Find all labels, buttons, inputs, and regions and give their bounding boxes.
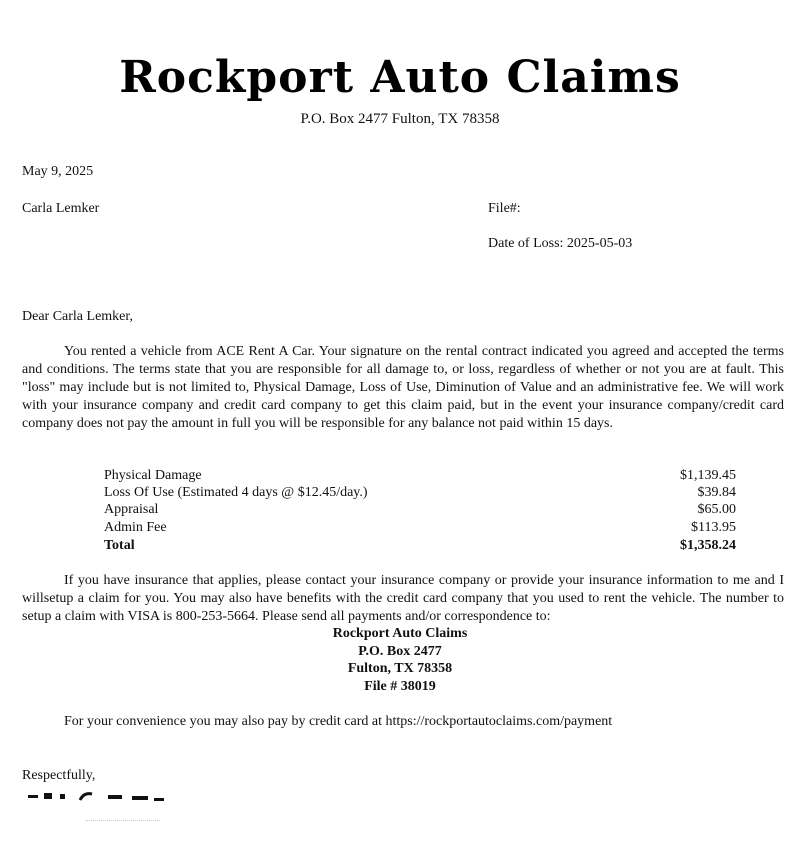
file-number-label: File#: (488, 201, 521, 216)
charge-label: Physical Damage (104, 468, 202, 483)
charge-row (104, 468, 736, 484)
signature-line (86, 820, 160, 821)
company-letterhead: Rockport Auto Claims (119, 52, 681, 103)
charge-label: Loss Of Use (Estimated 4 days @ $12.45/day.) (104, 485, 368, 500)
date-of-loss: Date of Loss: 2025-05-03 (488, 236, 633, 251)
signature-fragment (28, 792, 168, 802)
mailing-po-box: P.O. Box 2477 (358, 644, 442, 659)
charge-row (104, 520, 736, 536)
paragraph-terms (22, 343, 784, 433)
recipient-name: Carla Lemker (22, 201, 100, 216)
total-label: Total (104, 538, 135, 553)
charge-amount: $65.00 (697, 502, 736, 517)
company-address: P.O. Box 2477 Fulton, TX 78358 (300, 111, 500, 127)
charge-amount: $113.95 (691, 520, 736, 535)
total-row (104, 538, 736, 554)
salutation: Dear Carla Lemker, (22, 309, 133, 324)
charge-label: Admin Fee (104, 520, 167, 535)
mailing-company: Rockport Auto Claims (332, 626, 468, 641)
paragraph-insurance-text: If you have insurance that applies, please contact your insurance company or provide your insurance information to me and I willsetup a claim for you. You may also have benefits with the credit card company that you used to rent the vehicle. The number to setup a claim with VISA is 800-253-5664. Please send all payments and/or correspondence to: (22, 573, 784, 624)
charge-row (104, 485, 736, 501)
paragraph-insurance (22, 572, 784, 626)
charge-label: Appraisal (104, 502, 159, 517)
charge-amount: $1,139.45 (680, 468, 736, 483)
letter-date: May 9, 2025 (22, 164, 94, 179)
total-amount: $1,358.24 (680, 538, 736, 553)
charge-row (104, 502, 736, 518)
mailing-city: Fulton, TX 78358 (347, 661, 453, 676)
closing: Respectfully, (22, 768, 96, 783)
paragraph-terms-text: You rented a vehicle from ACE Rent A Car. Your signature on the rental contract indicated you agreed and accepted the terms and conditions. The terms state that you are responsible for all damage to, or loss, regardless of whether or not you are at fault. This "loss" may include but is not limited to, Physical Damage, Loss of Use, Diminution of Value and an administrative fee. We will work with your insurance company and credit card company to get this claim paid, but in the event your insurance company/credit card company does not pay the amount in full you will be responsible for any balance not paid within 15 days. (22, 344, 784, 431)
mailing-file-number: File # 38019 (364, 679, 436, 694)
payment-note: For your convenience you may also pay by credit card at https://rockportautoclaims.com/payment (64, 714, 613, 729)
charge-amount: $39.84 (697, 485, 736, 500)
